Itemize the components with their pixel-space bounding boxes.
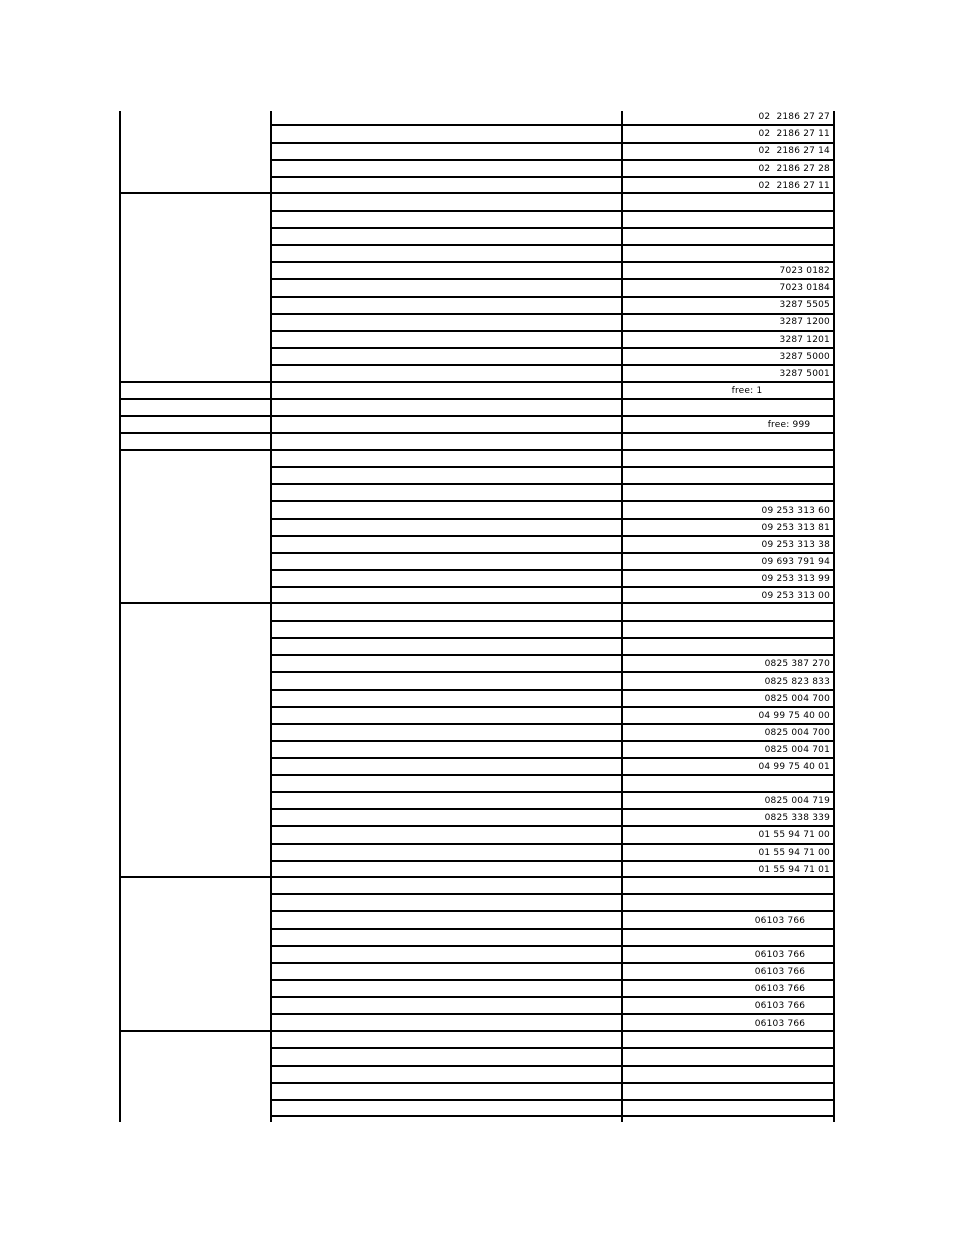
table-group-border bbox=[120, 192, 272, 194]
phone-number-cell: 06103 766 bbox=[754, 984, 806, 994]
table-row-border bbox=[271, 1115, 835, 1117]
phone-number-cell: 06103 766 bbox=[754, 950, 806, 960]
table-row-border bbox=[271, 176, 835, 178]
table-row-border bbox=[271, 398, 835, 400]
table-row-border bbox=[271, 381, 835, 383]
phone-number-cell: 09 253 313 81 bbox=[761, 523, 830, 533]
phone-number-cell: 09 253 313 38 bbox=[761, 540, 830, 550]
table-row-border bbox=[271, 1013, 835, 1015]
phone-number-cell: 02 2186 27 28 bbox=[758, 164, 830, 174]
table-row-border bbox=[271, 979, 835, 981]
phone-number-cell: 04 99 75 40 01 bbox=[758, 762, 830, 772]
table-row-border bbox=[271, 449, 835, 451]
table-row-border bbox=[271, 893, 835, 895]
table-row-border bbox=[271, 740, 835, 742]
table-row-border bbox=[271, 757, 835, 759]
phone-number-cell: 0825 387 270 bbox=[764, 659, 830, 669]
table-row-border bbox=[271, 962, 835, 964]
table-row-border bbox=[271, 1082, 835, 1084]
table-group-border bbox=[120, 876, 272, 878]
phone-number-cell: 09 693 791 94 bbox=[761, 557, 830, 567]
table-row-border bbox=[271, 347, 835, 349]
table-row-border bbox=[271, 637, 835, 639]
phone-number-cell: 7023 0184 bbox=[779, 283, 830, 293]
phone-number-cell: 01 55 94 71 00 bbox=[758, 848, 830, 858]
table-row-border bbox=[271, 244, 835, 246]
table-row-border bbox=[271, 415, 835, 417]
table-row-border bbox=[271, 586, 835, 588]
table-row-border bbox=[271, 1030, 835, 1032]
table-row-border bbox=[271, 774, 835, 776]
table-row-border bbox=[271, 1047, 835, 1049]
table-row-border bbox=[271, 620, 835, 622]
phone-number-cell: 04 99 75 40 00 bbox=[758, 711, 830, 721]
table-row-border bbox=[271, 569, 835, 571]
table-row-border bbox=[271, 654, 835, 656]
table-row-border bbox=[271, 945, 835, 947]
table-row-border bbox=[271, 876, 835, 878]
table-row-border bbox=[271, 466, 835, 468]
phone-number-cell: 7023 0182 bbox=[779, 266, 830, 276]
table-row-border bbox=[271, 278, 835, 280]
phone-number-cell: 3287 1200 bbox=[779, 317, 830, 327]
phone-number-cell: 0825 004 700 bbox=[764, 694, 830, 704]
table-group-border bbox=[120, 415, 272, 417]
table-row-border bbox=[271, 124, 835, 126]
table-row-border bbox=[271, 313, 835, 315]
table-row-border bbox=[271, 843, 835, 845]
table-row-border bbox=[271, 1099, 835, 1101]
table-row-border bbox=[271, 689, 835, 691]
phone-number-cell: 0825 823 833 bbox=[764, 677, 830, 687]
table-row-border bbox=[271, 825, 835, 827]
table-row-border bbox=[271, 671, 835, 673]
phone-number-cell: 06103 766 bbox=[754, 967, 806, 977]
phone-number-cell: 09 253 313 00 bbox=[761, 591, 830, 601]
table-row-border bbox=[271, 706, 835, 708]
table-group-border bbox=[120, 432, 272, 434]
phone-number-cell: 09 253 313 60 bbox=[761, 506, 830, 516]
table-row-border bbox=[271, 364, 835, 366]
table-row-border bbox=[271, 808, 835, 810]
phone-number-cell: 09 253 313 99 bbox=[761, 574, 830, 584]
table-row-border bbox=[271, 483, 835, 485]
table-row-border bbox=[271, 910, 835, 912]
table-row-border bbox=[271, 996, 835, 998]
table-row-border bbox=[271, 552, 835, 554]
table-row-border bbox=[271, 330, 835, 332]
table-row-border bbox=[271, 602, 835, 604]
table-row-border bbox=[271, 192, 835, 194]
phone-number-cell: 0825 338 339 bbox=[764, 813, 830, 823]
phone-number-cell: 02 2186 27 14 bbox=[758, 146, 830, 156]
phone-number-cell: 0825 004 701 bbox=[764, 745, 830, 755]
table-row-border bbox=[271, 296, 835, 298]
phone-number-cell: 06103 766 bbox=[754, 1019, 806, 1029]
table-row-border bbox=[271, 142, 835, 144]
phone-number-cell: 3287 5505 bbox=[779, 300, 830, 310]
table-group-border bbox=[120, 398, 272, 400]
table-row-border bbox=[271, 860, 835, 862]
phone-number-cell: 3287 1201 bbox=[779, 335, 830, 345]
table-row-border bbox=[271, 500, 835, 502]
table-row-border bbox=[271, 518, 835, 520]
table-group-border bbox=[120, 602, 272, 604]
table-row-border bbox=[271, 210, 835, 212]
phone-number-cell: 06103 766 bbox=[754, 916, 806, 926]
table-row-border bbox=[271, 432, 835, 434]
phone-number-cell: free: 1 bbox=[731, 386, 763, 396]
phone-number-cell: 02 2186 27 27 bbox=[758, 112, 830, 122]
table-row-border bbox=[271, 723, 835, 725]
phone-number-cell: 0825 004 719 bbox=[764, 796, 830, 806]
phone-number-cell: 0825 004 700 bbox=[764, 728, 830, 738]
table-column-border-1 bbox=[119, 111, 121, 1122]
phone-number-cell: 01 55 94 71 01 bbox=[758, 865, 830, 875]
phone-number-cell: free: 999 bbox=[767, 420, 811, 430]
table-row-border bbox=[271, 928, 835, 930]
phone-number-cell: 02 2186 27 11 bbox=[758, 129, 830, 139]
table-row-border bbox=[271, 791, 835, 793]
table-group-border bbox=[120, 381, 272, 383]
table-row-border bbox=[271, 1065, 835, 1067]
phone-number-cell: 3287 5000 bbox=[779, 352, 830, 362]
phone-number-cell: 3287 5001 bbox=[779, 369, 830, 379]
table-row-border bbox=[271, 159, 835, 161]
phone-number-cell: 06103 766 bbox=[754, 1001, 806, 1011]
table-row-border bbox=[271, 535, 835, 537]
phone-number-cell: 01 55 94 71 00 bbox=[758, 830, 830, 840]
table-group-border bbox=[120, 449, 272, 451]
table-row-border bbox=[271, 227, 835, 229]
table-group-border bbox=[120, 1030, 272, 1032]
table-row-border bbox=[271, 261, 835, 263]
phone-number-cell: 02 2186 27 11 bbox=[758, 181, 830, 191]
